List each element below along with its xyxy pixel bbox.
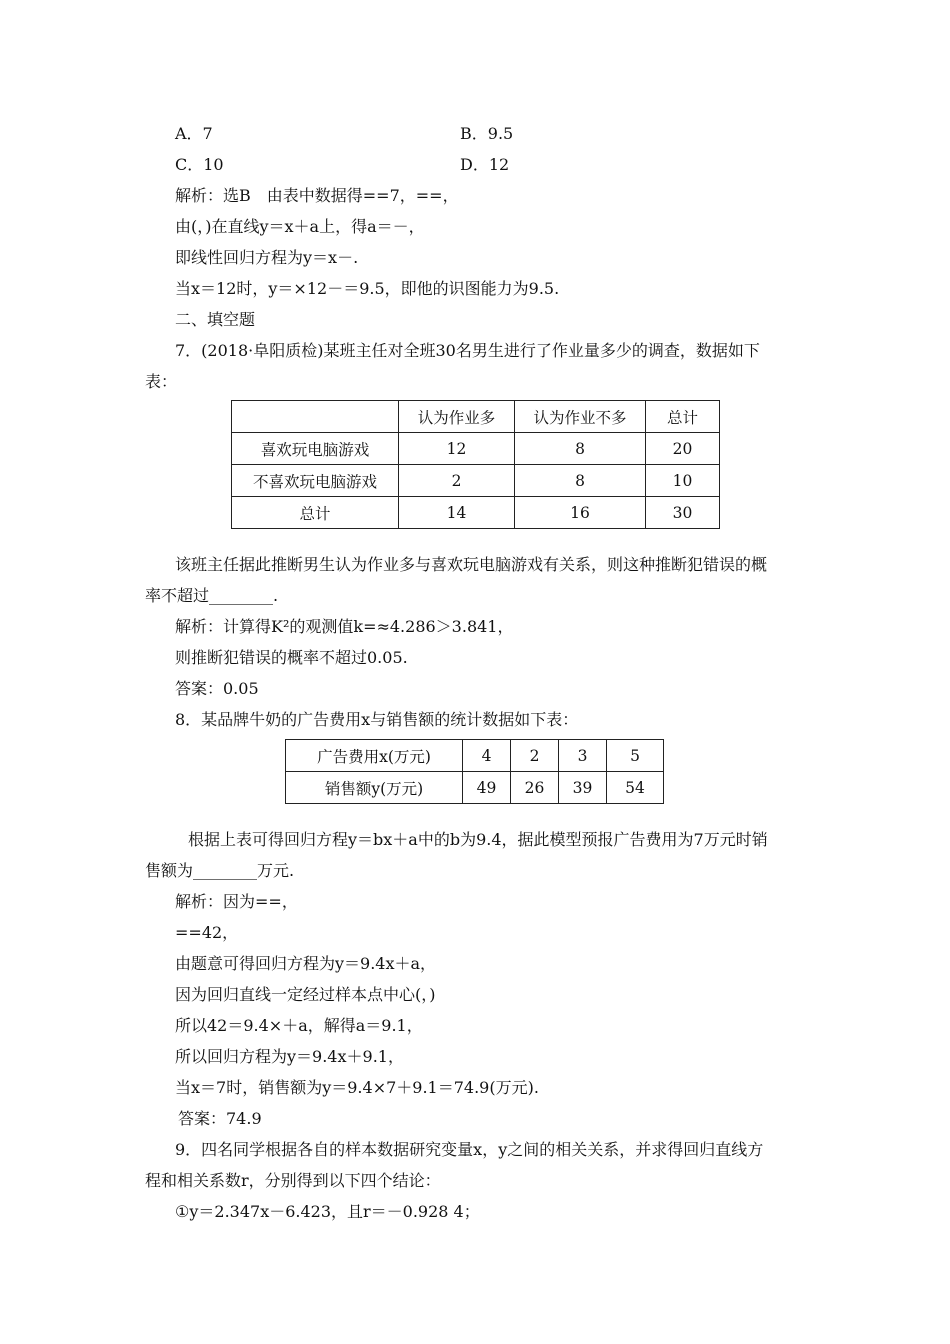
table-cell: 喜欢玩电脑游戏 [232,433,399,465]
q8-solution-line: 所以42＝9.4×＋a，解得a＝9.1， [175,1016,423,1035]
table-cell: 3 [559,740,607,772]
q7-stem: 7．(2018·阜阳质检)某班主任对全班30名男生进行了作业量多少的调查，数据如下 [175,341,760,360]
q8-solution-line: 当x＝7时，销售额为y＝9.4×7＋9.1＝74.9(万元). [175,1078,539,1097]
table-cell: 8 [515,465,646,497]
table-row [286,740,664,772]
table-row [286,772,664,804]
table-cell: 12 [399,433,515,465]
table-cell: 2 [399,465,515,497]
option-c: C．10 [175,155,224,174]
q8-solution-line: ==42， [175,923,239,942]
table-cell: 8 [515,433,646,465]
q7-stem: 表： [145,372,178,391]
q9-stem: 9．四名同学根据各自的样本数据研究变量x，y之间的相关关系，并求得回归直线方 [175,1140,764,1159]
table-row [232,433,720,465]
q6-solution-line: 由(，)在直线y＝x＋a上，得a＝－， [175,217,425,236]
option-b: B．9.5 [460,124,514,143]
table-cell: 5 [607,740,664,772]
q7-solution-line: 解析：计算得K²的观测值k=≈4.286＞3.841， [175,617,514,636]
table-cell: 销售额y(万元) [286,772,463,804]
table-cell: 16 [515,497,646,529]
table-cell: 39 [559,772,607,804]
table-cell: 2 [511,740,559,772]
table-cell: 49 [463,772,511,804]
q7-answer: 答案：0.05 [175,679,259,698]
table-cell: 14 [399,497,515,529]
table-cell: 26 [511,772,559,804]
table-header-row [232,401,720,433]
table-cell: 4 [463,740,511,772]
table-row [232,465,720,497]
q6-solution-line: 即线性回归方程为y＝x－. [175,248,359,267]
option-a: A．7 [175,124,213,143]
q7-question: 率不超过________. [145,586,279,605]
q7-table [231,400,720,529]
table-cell: 10 [646,465,720,497]
table-cell: 20 [646,433,720,465]
q8-solution-line: 所以回归方程为y＝9.4x＋9.1， [175,1047,404,1066]
table-cell: 总计 [646,401,720,433]
table-cell [232,401,399,433]
q6-solution-line: 解析：选B 由表中数据得==7，==， [175,186,459,205]
table-cell: 54 [607,772,664,804]
q8-stem: 8．某品牌牛奶的广告费用x与销售额的统计数据如下表： [175,710,579,729]
table-cell: 不喜欢玩电脑游戏 [232,465,399,497]
q8-solution-line: 因为回归直线一定经过样本点中心(，) [175,985,436,1004]
option-d: D．12 [460,155,510,174]
section-title: 二、填空题 [175,310,256,329]
q9-item: ①y＝2.347x－6.423，且r＝－0.928 4； [175,1202,480,1221]
table-cell: 总计 [232,497,399,529]
table-cell: 30 [646,497,720,529]
q8-table [285,739,664,804]
q7-solution-line: 则推断犯错误的概率不超过0.05. [175,648,408,667]
q8-answer: 答案：74.9 [178,1109,262,1128]
q6-solution-line: 当x＝12时，y＝×12－＝9.5，即他的识图能力为9.5. [175,279,560,298]
q8-solution-line: 由题意可得回归方程为y＝9.4x＋a， [175,954,437,973]
q7-question: 该班主任据此推断男生认为作业多与喜欢玩电脑游戏有关系，则这种推断犯错误的概 [175,555,768,574]
table-row [232,497,720,529]
table-cell: 广告费用x(万元) [286,740,463,772]
q8-question: 售额为________万元. [145,861,295,880]
table-cell: 认为作业多 [399,401,515,433]
q9-stem: 程和相关系数r，分别得到以下四个结论： [145,1171,441,1190]
q8-solution-line: 解析：因为==， [175,892,298,911]
table-cell: 认为作业不多 [515,401,646,433]
q8-question: 根据上表可得回归方程y＝bx＋a中的b为9.4，据此模型预报广告费用为7万元时销 [188,830,768,849]
